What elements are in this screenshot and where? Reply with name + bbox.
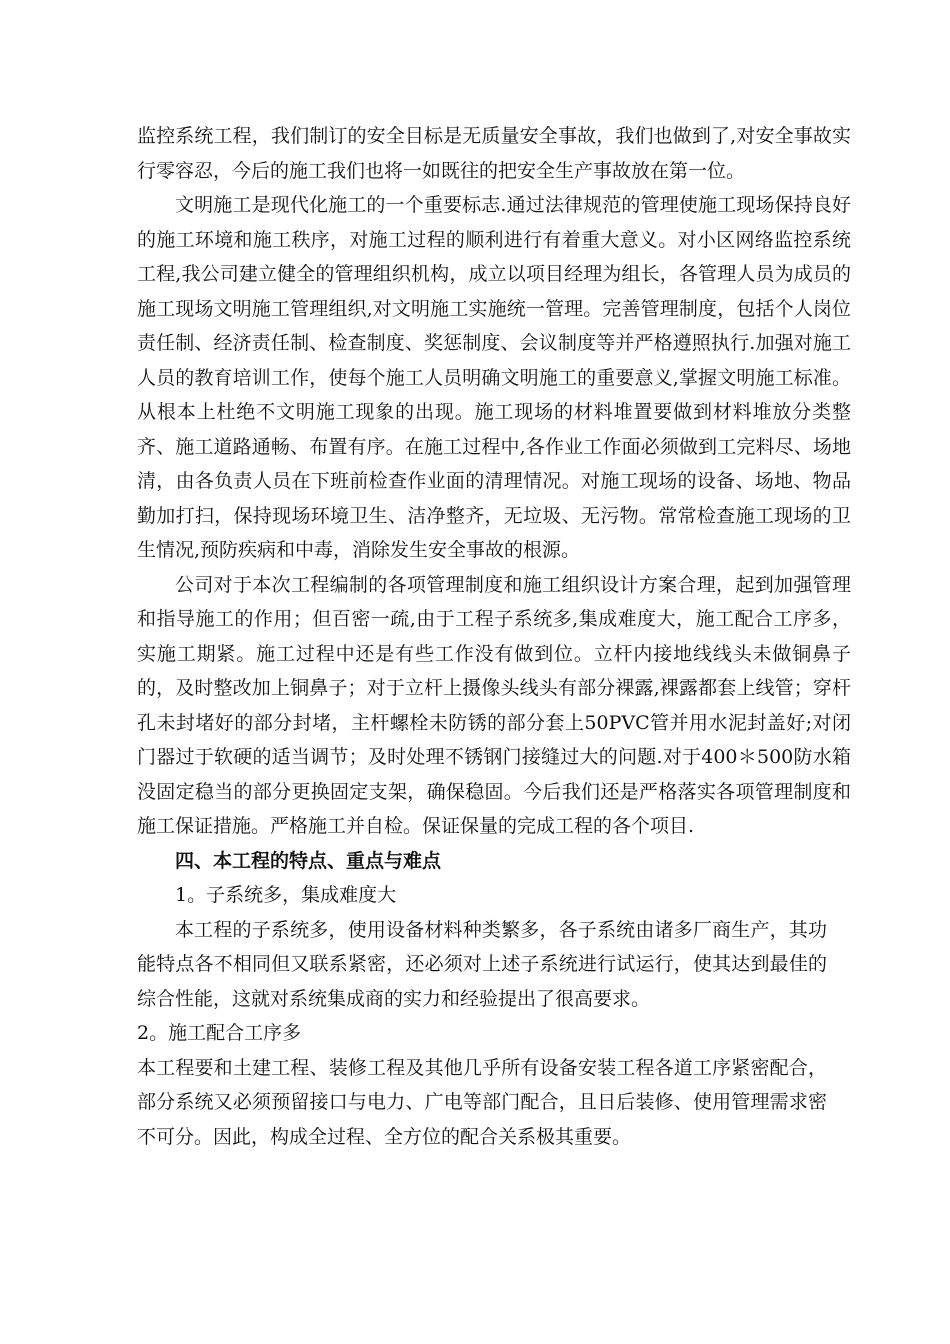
paragraph-safety-goal: 监控系统工程，我们制订的安全目标是无质量安全事故，我们也做到了,对安全事故实行零容忍，今后的施工我们也将一如既往的把安全生产事故放在第一位。 bbox=[137, 125, 851, 182]
item1-body: 本工程的子系统多，使用设备材料种类繁多，各子系统由诸多厂商生产，其功能特点各不相同但又联系紧密，还必须对上述子系统进行试运行，使其达到最佳的综合性能，这就对系统集成商的实力和经验提出了很高要求。 bbox=[137, 918, 827, 1010]
paragraph-civilized-construction: 文明施工是现代化施工的一个重要标志.通过法律规范的管理使施工现场保持良好的施工环境和施工秩序，对施工过程的顺利进行有着重大意义。对小区网络监控系统工程,我公司建立健全的管理组织机构，成立以项目经理为组长，各管理人员为成员的施工现场文明施工管理组织,对文明施工实施统一管理。完善管理制度，包括个人岗位责任制、经济责任制、检查制度、奖惩制度、会议制度等并严格遵照执行.加强对施工人员的教育培训工作，使每个施工人员明确文明施工的重要意义,掌握文明施工标准。从根本上杜绝不文明施工现象的出现。施工现场的材料堆置要做到材料堆放分类整齐、施工道路通畅、布置有序。在施工过程中,各作业工作面必须做到工完料尽、场地清，由各负责人员在下班前检查作业面的清理情况。对施工现场的设备、场地、物品勤加打扫，保持现场环境卫生、洁净整齐，无垃圾、无污物。常常检查施工现场的卫生情况,预防疾病和中毒，消除发生安全事故的根源。 bbox=[137, 194, 851, 561]
item1-title: 1。子系统多，集成难度大 bbox=[175, 884, 397, 906]
section-heading: 四、本工程的特点、重点与难点 bbox=[175, 849, 442, 872]
item2-title: 2。施工配合工序多 bbox=[137, 1022, 302, 1044]
item2-body: 本工程要和土建工程、装修工程及其他几乎所有设备安装工程各道工序紧密配合，部分系统又必须预留接口与电力、广电等部门配合，且日后装修、使用管理需求密不可分。因此，构成全过程、全方位的配合关系极其重要。 bbox=[137, 1056, 827, 1148]
document-body bbox=[137, 119, 851, 1154]
paragraph-management-review: 公司对于本次工程编制的各项管理制度和施工组织设计方案合理，起到加强管理和指导施工的作用；但百密一疏,由于工程子系统多,集成难度大，施工配合工序多，实施工期紧。施工过程中还是有些工作没有做到位。立杆内接地线线头未做铜鼻子的，及时整改加上铜鼻子；对于立杆上摄像头线头有部分裸露,裸露都套上线管；穿杆孔未封堵好的部分封堵，主杆螺栓未防锈的部分套上50PVC管并用水泥封盖好;对闭门器过于软硬的适当调节；及时处理不锈钢门接缝过大的问题.对于400＊500防水箱没固定稳当的部分更换固定支架，确保稳固。今后我们还是严格落实各项管理制度和施工保证措施。严格施工并自检。保证保量的完成工程的各个项目. bbox=[137, 573, 851, 837]
